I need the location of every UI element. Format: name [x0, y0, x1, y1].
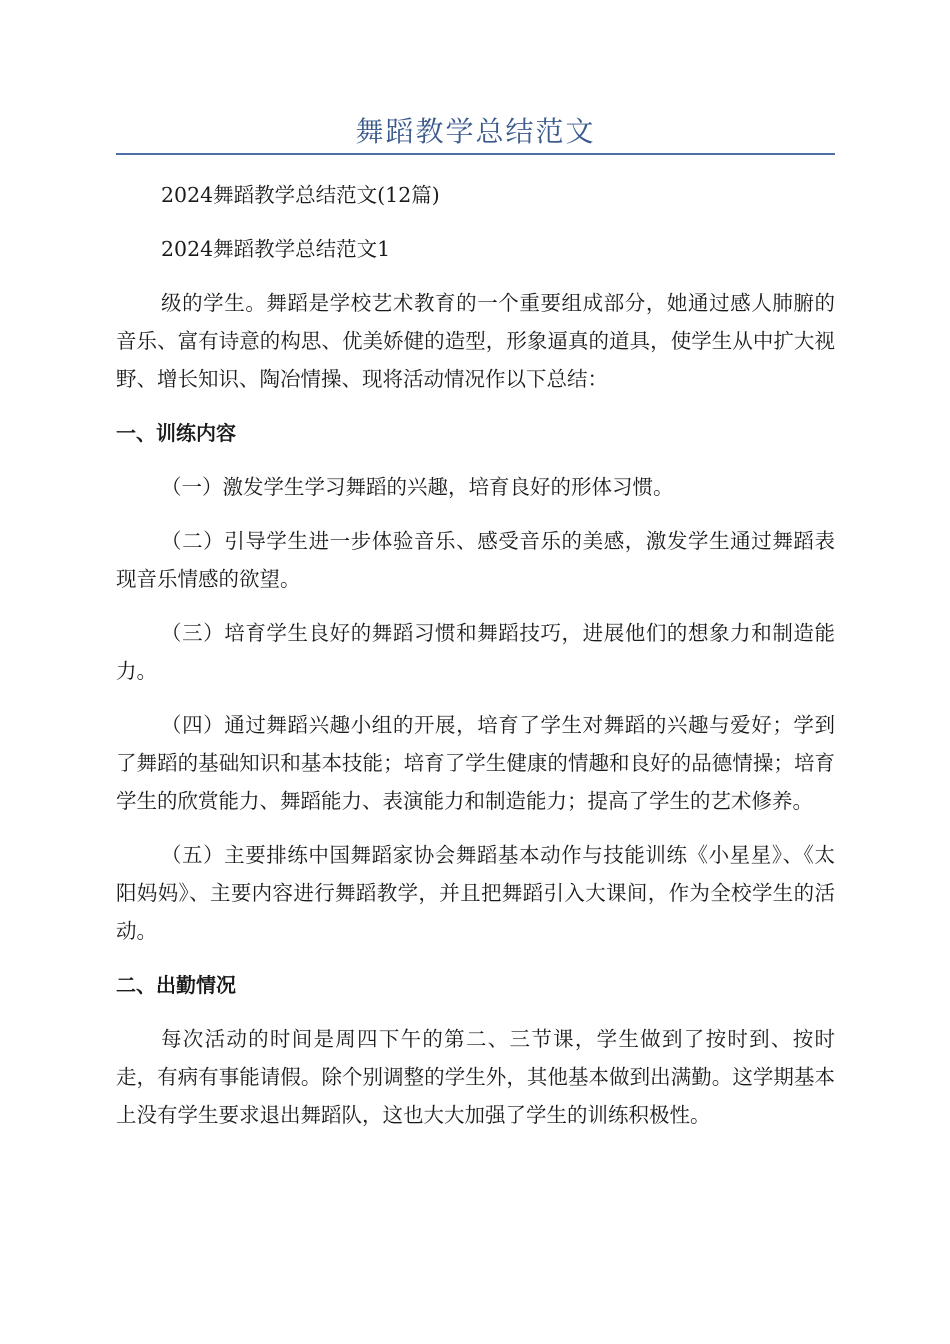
heading-attendance: 二、出勤情况: [116, 973, 236, 997]
paragraph-attendance: 每次活动的时间是周四下午的第二、三节课，学生做到了按时到、按时走，有病有事能请假。除个别调整的学生外，其他基本做到出满勤。这学期基本上没有学生要求退出舞蹈队，这也大大加强了学生的训练积极性。: [116, 1027, 835, 1127]
paragraph-intro: 级的学生。舞蹈是学校艺术教育的一个重要组成部分，她通过感人肺腑的音乐、富有诗意的构思、优美娇健的造型，形象逼真的道具，使学生从中扩大视野、增长知识、陶冶情操、现将活动情况作以下总结：: [116, 291, 835, 391]
paragraph-item-1: （一）激发学生学习舞蹈的兴趣，培育良好的形体习惯。: [161, 475, 674, 499]
document-body: [116, 176, 835, 1134]
paragraph-item-2: （二）引导学生进一步体验音乐、感受音乐的美感，激发学生通过舞蹈表现音乐情感的欲望。: [116, 529, 835, 591]
title-underline: [116, 153, 835, 155]
paragraph-section-title: 2024舞蹈教学总结范文1: [161, 237, 391, 261]
paragraph-item-5: （五）主要排练中国舞蹈家协会舞蹈基本动作与技能训练《小星星》、《太阳妈妈》、主要内容进行舞蹈教学，并且把舞蹈引入大课间，作为全校学生的活动。: [116, 843, 835, 943]
paragraph-item-3: （三）培育学生良好的舞蹈习惯和舞蹈技巧，进展他们的想象力和制造能力。: [116, 621, 835, 683]
paragraph-item-4: （四）通过舞蹈兴趣小组的开展，培育了学生对舞蹈的兴趣与爱好；学到了舞蹈的基础知识和基本技能；培育了学生健康的情趣和良好的品德情操；培育学生的欣赏能力、舞蹈能力、表演能力和制造能力；提高了学生的艺术修养。: [116, 713, 835, 813]
paragraph-subtitle: 2024舞蹈教学总结范文(12篇): [161, 183, 440, 207]
heading-training-content: 一、训练内容: [116, 421, 236, 445]
document-title: 舞蹈教学总结范文: [355, 115, 596, 148]
